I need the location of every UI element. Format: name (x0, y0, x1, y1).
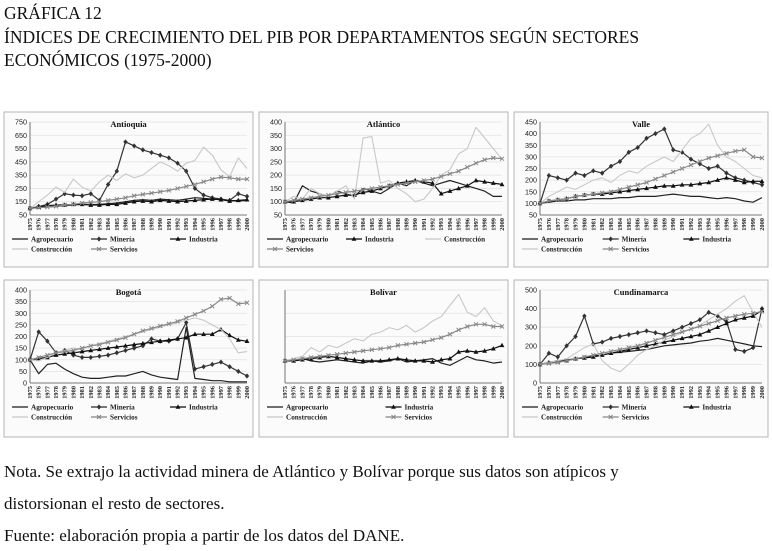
legend-label: Construcción (541, 413, 583, 422)
legend-label: Industria (365, 235, 394, 244)
x-tick-label: 1994 (705, 386, 713, 399)
x-tick-label: 1999 (490, 218, 498, 231)
x-tick-label: 1975 (537, 386, 544, 399)
figure-title-line-2: ECONÓMICOS (1975-2000) (4, 50, 212, 70)
x-tick-label: 1980 (70, 386, 78, 399)
y-tick-label: 250 (15, 320, 27, 330)
x-tick-label: 1989 (661, 386, 669, 399)
x-tick-label: 1990 (412, 218, 420, 231)
x-tick-label: 1978 (563, 218, 571, 231)
x-tick-label: 1998 (481, 386, 489, 399)
x-tick-label: 1989 (403, 386, 411, 399)
y-tick-label: 350 (15, 170, 27, 180)
x-tick-label: 1997 (217, 386, 225, 399)
x-tick-label: 1986 (122, 386, 130, 399)
legend-label: Minería (621, 403, 647, 412)
x-tick-label: 1995 (714, 386, 722, 399)
y-tick-label: 50 (274, 210, 282, 220)
legend-label: Servicios (404, 413, 433, 422)
legend-label: Agropecuario (286, 403, 329, 412)
x-tick-label: 1997 (217, 218, 225, 231)
legend-label: Construcción (31, 413, 73, 422)
x-tick-label: 1975 (282, 386, 289, 399)
x-tick-label: 1979 (316, 218, 324, 231)
x-tick-label: 1998 (481, 218, 489, 231)
chart-bolivar (259, 280, 508, 437)
x-tick-label: 1991 (420, 218, 428, 231)
x-tick-label: 1978 (563, 386, 571, 399)
x-tick-label: 1990 (157, 218, 165, 231)
x-tick-label: 1995 (200, 386, 208, 399)
x-tick-label: 1975 (537, 218, 544, 231)
x-tick-label: 2000 (244, 386, 251, 399)
y-tick-label: 100 (270, 197, 282, 207)
x-tick-label: 1994 (191, 386, 199, 399)
y-tick-label: 300 (15, 308, 27, 318)
x-tick-label: 1977 (44, 386, 52, 399)
y-tick-label: 50 (19, 366, 27, 376)
x-tick-label: 1995 (455, 386, 463, 399)
x-tick-label: 1997 (472, 386, 480, 399)
x-tick-label: 1996 (464, 386, 472, 399)
x-tick-label: 1987 (131, 218, 139, 231)
y-tick-label: 200 (525, 175, 537, 185)
x-tick-label: 1980 (325, 386, 333, 399)
x-tick-label: 1978 (53, 386, 61, 399)
x-tick-label: 1982 (599, 386, 607, 399)
y-tick-label: 0 (533, 378, 537, 388)
x-tick-label: 1982 (342, 218, 350, 231)
x-tick-label: 1982 (87, 386, 95, 399)
x-tick-label: 1998 (741, 218, 749, 231)
y-tick-label: 400 (270, 117, 282, 127)
y-tick-label: 300 (525, 152, 537, 162)
y-tick-label: 200 (525, 341, 537, 351)
x-tick-label: 1989 (403, 218, 411, 231)
x-tick-label: 1997 (732, 386, 740, 399)
legend-label: Industria (189, 403, 218, 412)
y-tick-label: 100 (15, 355, 27, 365)
x-tick-label: 1981 (334, 386, 342, 399)
chart-title: Cundinamarca (613, 287, 669, 297)
legend-label: Construcción (31, 245, 73, 254)
x-tick-label: 1976 (545, 386, 553, 399)
legend-label: Construcción (541, 245, 583, 254)
y-tick-label: 150 (525, 187, 537, 197)
x-tick-label: 1987 (643, 218, 651, 231)
x-tick-label: 1992 (687, 386, 695, 399)
legend-label: Construcción (444, 235, 486, 244)
x-tick-label: 1999 (750, 218, 758, 231)
x-tick-label: 1976 (35, 218, 43, 231)
x-tick-label: 1983 (96, 218, 104, 231)
y-tick-label: 100 (525, 359, 537, 369)
legend-label: Minería (621, 235, 647, 244)
x-tick-label: 1978 (308, 218, 316, 231)
x-tick-label: 1986 (122, 218, 130, 231)
source-line: Fuente: elaboración propia a partir de los datos del DANE. (4, 526, 405, 545)
x-tick-label: 1999 (235, 386, 243, 399)
x-tick-label: 1985 (368, 386, 376, 399)
x-tick-label: 1978 (53, 218, 61, 231)
chart-title: Atlántico (366, 119, 401, 129)
chart-title: Antioquia (110, 119, 147, 129)
x-tick-label: 1994 (446, 386, 454, 399)
x-tick-label: 1985 (368, 218, 376, 231)
x-tick-label: 1992 (687, 218, 695, 231)
x-tick-label: 1975 (282, 218, 289, 231)
y-tick-label: 50 (19, 210, 27, 220)
x-tick-label: 1976 (290, 218, 298, 231)
x-tick-label: 1990 (670, 218, 678, 231)
x-tick-label: 1985 (113, 218, 121, 231)
x-tick-label: 1992 (429, 386, 437, 399)
x-tick-label: 1985 (625, 218, 633, 231)
y-tick-label: 400 (525, 304, 537, 314)
x-tick-label: 1983 (608, 218, 616, 231)
x-tick-label: 1983 (351, 218, 359, 231)
x-tick-label: 1978 (308, 386, 316, 399)
x-tick-label: 1979 (572, 386, 580, 399)
x-tick-label: 1999 (235, 218, 243, 231)
legend-label: Agropecuario (541, 403, 584, 412)
legend-label: Agropecuario (31, 403, 74, 412)
x-tick-label: 2000 (759, 386, 766, 399)
x-tick-label: 1988 (394, 386, 402, 399)
x-tick-label: 1984 (360, 218, 368, 231)
x-tick-label: 1998 (741, 386, 749, 399)
x-tick-label: 1995 (714, 218, 722, 231)
legend-label: Industria (702, 403, 732, 412)
x-tick-label: 1996 (209, 218, 217, 231)
x-tick-label: 1983 (608, 386, 616, 399)
x-tick-label: 1991 (679, 386, 687, 399)
x-tick-label: 1981 (590, 386, 598, 399)
x-tick-label: 1987 (386, 218, 394, 231)
x-tick-label: 1977 (299, 386, 307, 399)
x-tick-label: 1991 (679, 218, 687, 231)
legend-label: Industria (702, 235, 732, 244)
y-tick-label: 50 (529, 210, 537, 220)
x-tick-label: 1985 (113, 386, 121, 399)
legend-label: Industria (404, 403, 434, 412)
charts-svg (0, 110, 772, 440)
x-tick-label: 1981 (79, 386, 87, 399)
x-tick-label: 1981 (79, 218, 87, 231)
y-tick-label: 650 (15, 130, 27, 140)
x-tick-label: 1986 (377, 218, 385, 231)
x-tick-label: 1995 (200, 218, 208, 231)
chart-title: Bolívar (370, 287, 397, 297)
chart-antioquia (4, 112, 253, 267)
x-tick-label: 1990 (157, 386, 165, 399)
x-tick-label: 1982 (342, 386, 350, 399)
x-tick-label: 1984 (105, 386, 113, 399)
x-tick-label: 1980 (325, 218, 333, 231)
x-tick-label: 1998 (226, 386, 234, 399)
y-tick-label: 150 (15, 343, 27, 353)
y-tick-label: 450 (525, 117, 537, 127)
x-tick-label: 1977 (554, 218, 562, 231)
y-tick-label: 350 (15, 297, 27, 307)
y-tick-label: 250 (270, 157, 282, 167)
legend-label: Agropecuario (286, 235, 329, 244)
x-tick-label: 1986 (634, 386, 642, 399)
x-tick-label: 1977 (554, 386, 562, 399)
x-tick-label: 1993 (696, 386, 704, 399)
x-tick-label: 1991 (165, 386, 173, 399)
y-tick-label: 750 (15, 117, 27, 127)
chart-grid (0, 110, 772, 440)
x-tick-label: 1996 (723, 218, 731, 231)
x-tick-label: 1988 (139, 218, 147, 231)
y-tick-label: 300 (525, 322, 537, 332)
chart-valle (514, 112, 768, 267)
figure-label: GRÁFICA 12 (4, 3, 102, 23)
x-tick-label: 1995 (455, 218, 463, 231)
x-tick-label: 1999 (750, 386, 758, 399)
x-tick-label: 2000 (759, 218, 766, 231)
y-tick-label: 350 (270, 130, 282, 140)
x-tick-label: 1980 (581, 218, 589, 231)
note-line-1: Nota. Se extrajo la actividad minera de Atlántico y Bolívar porque sus datos son atípicos y (4, 462, 619, 481)
y-tick-label: 0 (23, 378, 27, 388)
chart-title: Bogotá (115, 287, 142, 297)
y-tick-label: 450 (15, 157, 27, 167)
x-tick-label: 1976 (290, 386, 298, 399)
x-tick-label: 1992 (174, 386, 182, 399)
x-tick-label: 1984 (616, 218, 624, 231)
y-tick-label: 350 (525, 140, 537, 150)
x-tick-label: 1991 (420, 386, 428, 399)
y-tick-label: 150 (15, 197, 27, 207)
x-tick-label: 1983 (96, 386, 104, 399)
legend-label: Industria (189, 235, 218, 244)
x-tick-label: 1980 (581, 386, 589, 399)
x-tick-label: 1994 (191, 218, 199, 231)
x-tick-label: 1987 (386, 386, 394, 399)
x-tick-label: 1982 (599, 218, 607, 231)
x-tick-label: 1992 (429, 218, 437, 231)
x-tick-label: 1993 (438, 386, 446, 399)
x-tick-label: 1976 (35, 386, 43, 399)
x-tick-label: 1979 (61, 218, 69, 231)
x-tick-label: 1979 (572, 218, 580, 231)
y-tick-label: 400 (15, 285, 27, 295)
legend-label: Minería (110, 403, 135, 412)
x-tick-label: 1999 (490, 386, 498, 399)
x-tick-label: 1989 (148, 218, 156, 231)
x-tick-label: 1993 (438, 218, 446, 231)
x-tick-label: 1989 (148, 386, 156, 399)
x-tick-label: 1986 (377, 386, 385, 399)
x-tick-label: 1990 (670, 386, 678, 399)
legend-label: Agropecuario (31, 235, 74, 244)
x-tick-label: 1976 (545, 218, 553, 231)
legend-label: Minería (110, 235, 135, 244)
x-tick-label: 1996 (723, 386, 731, 399)
legend-label: Servicios (621, 413, 650, 422)
x-tick-label: 1984 (360, 386, 368, 399)
x-tick-label: 1996 (464, 218, 472, 231)
x-tick-label: 1992 (174, 218, 182, 231)
chart-atlantico (259, 112, 508, 267)
y-tick-label: 150 (270, 183, 282, 193)
note-line-2: distorsionan el resto de sectores. (4, 494, 225, 513)
legend-label: Agropecuario (541, 235, 584, 244)
y-tick-label: 550 (15, 144, 27, 154)
x-tick-label: 1994 (446, 218, 454, 231)
x-tick-label: 1996 (209, 386, 217, 399)
legend-label: Servicios (286, 245, 314, 254)
x-tick-label: 1977 (299, 218, 307, 231)
x-tick-label: 1985 (625, 386, 633, 399)
x-tick-label: 1979 (316, 386, 324, 399)
y-tick-label: 250 (525, 164, 537, 173)
legend-label: Construcción (286, 413, 328, 422)
x-tick-label: 1984 (105, 218, 113, 231)
chart-bogota (4, 280, 253, 437)
x-tick-label: 1988 (652, 386, 660, 399)
x-tick-label: 1991 (165, 218, 173, 231)
y-tick-label: 200 (270, 170, 282, 180)
y-tick-label: 300 (270, 144, 282, 154)
x-tick-label: 1988 (394, 218, 402, 231)
chart-cundinamarca (514, 280, 768, 437)
x-tick-label: 2000 (499, 218, 506, 231)
x-tick-label: 1993 (183, 218, 191, 231)
legend-label: Servicios (110, 245, 138, 254)
chart-title: Valle (631, 119, 651, 129)
y-tick-label: 500 (525, 285, 537, 295)
x-tick-label: 1981 (590, 218, 598, 231)
x-tick-label: 1997 (472, 218, 480, 231)
y-tick-label: 200 (15, 332, 27, 341)
x-tick-label: 1987 (643, 386, 651, 399)
x-tick-label: 1993 (696, 218, 704, 231)
x-tick-label: 2000 (499, 386, 506, 399)
x-tick-label: 1975 (27, 386, 34, 399)
x-tick-label: 1998 (226, 218, 234, 231)
x-tick-label: 1988 (139, 386, 147, 399)
x-tick-label: 1980 (70, 218, 78, 231)
figure-title-line-1: ÍNDICES DE CRECIMIENTO DEL PIB POR DEPARTAMENTOS SEGÚN SECTORES (4, 27, 640, 47)
x-tick-label: 1983 (351, 386, 359, 399)
x-tick-label: 1986 (634, 218, 642, 231)
legend-label: Servicios (621, 245, 650, 254)
x-tick-label: 2000 (244, 218, 251, 231)
y-tick-label: 400 (525, 129, 537, 139)
x-tick-label: 1989 (661, 218, 669, 231)
x-tick-label: 1982 (87, 218, 95, 231)
x-tick-label: 1984 (616, 386, 624, 399)
x-tick-label: 1990 (412, 386, 420, 399)
legend-label: Servicios (110, 413, 138, 422)
y-tick-label: 250 (15, 183, 27, 193)
x-tick-label: 1988 (652, 218, 660, 231)
y-tick-label: 100 (525, 198, 537, 208)
x-tick-label: 1977 (44, 218, 52, 231)
x-tick-label: 1975 (27, 218, 34, 231)
x-tick-label: 1994 (705, 218, 713, 231)
x-tick-label: 1987 (131, 386, 139, 399)
x-tick-label: 1997 (732, 218, 740, 231)
x-tick-label: 1993 (183, 386, 191, 399)
x-tick-label: 1979 (61, 386, 69, 399)
x-tick-label: 1981 (334, 218, 342, 231)
